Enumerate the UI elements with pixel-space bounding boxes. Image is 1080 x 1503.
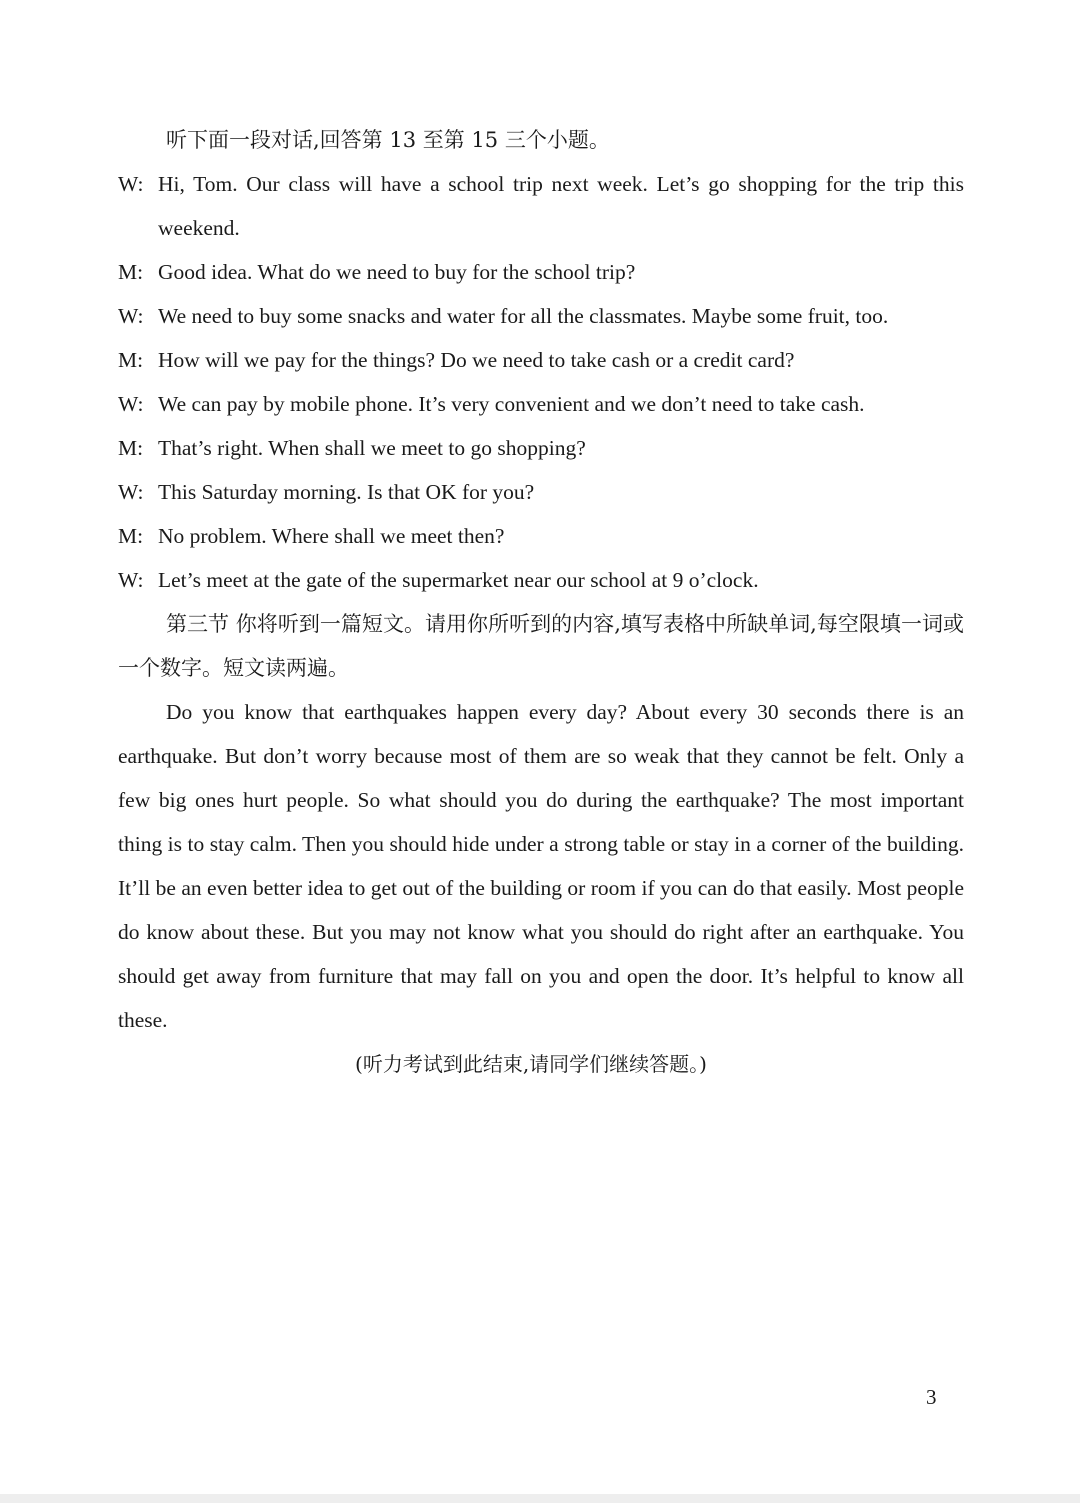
- speaker-label: W:: [118, 172, 144, 196]
- section2-intro: 听下面一段对话,回答第 13 至第 15 三个小题。: [166, 128, 610, 152]
- speaker-label: M:: [118, 260, 144, 284]
- speaker-label: M:: [118, 348, 144, 372]
- section3-instructions: 第三节 你将听到一篇短文。请用你所听到的内容,填写表格中所缺单词,每空限填一词或一个数字。短文读两遍。: [118, 612, 964, 680]
- turn-text: This Saturday morning. Is that OK for you?: [158, 480, 535, 504]
- turn-text: We can pay by mobile phone. It’s very convenient and we don’t need to take cash.: [158, 392, 865, 416]
- page-number: 3: [926, 1385, 937, 1409]
- dialogue-turn: [118, 426, 964, 470]
- speaker-label: W:: [118, 480, 144, 504]
- dialogue-turn: [118, 514, 964, 558]
- speaker-label: W:: [118, 568, 144, 592]
- page-bottom-edge: [0, 1494, 1080, 1503]
- dialogue-turn: [118, 294, 964, 338]
- turn-text: How will we pay for the things? Do we need to take cash or a credit card?: [158, 348, 795, 372]
- turn-text: No problem. Where shall we meet then?: [158, 524, 505, 548]
- turn-text: We need to buy some snacks and water for all the classmates. Maybe some fruit, too.: [158, 304, 889, 328]
- turn-text: Good idea. What do we need to buy for the school trip?: [158, 260, 636, 284]
- dialogue-turn: [118, 470, 964, 514]
- speaker-label: M:: [118, 436, 144, 460]
- dialogue-turn: [118, 382, 964, 426]
- page-content: [118, 118, 964, 1086]
- speaker-label: W:: [118, 392, 144, 416]
- dialogue-turn: [118, 250, 964, 294]
- turn-text: Hi, Tom. Our class will have a school trip next week. Let’s go shopping for the trip this weekend.: [158, 172, 964, 240]
- dialogue: [118, 162, 964, 602]
- turn-text: That’s right. When shall we meet to go shopping?: [158, 436, 586, 460]
- listening-passage: Do you know that earthquakes happen every day? About every 30 seconds there is an earthquake. But don’t worry because most of them are so weak that they cannot be felt. Only a few big ones hurt people. So what should you do during the earthquake? The most important thing is to stay calm. Then you should hide under a strong table or stay in a corner of the building. It’ll be an even better idea to get out of the building or room if you can do that easily. Most people do know about these. But you may not know what you should do right after an earthquake. You should get away from furniture that may fall on you and open the door. It’s helpful to know all these.: [118, 700, 964, 1032]
- listening-end-note: (听力考试到此结束,请同学们继续答题。): [355, 1052, 707, 1076]
- turn-text: Let’s meet at the gate of the supermarket near our school at 9 o’clock.: [158, 568, 759, 592]
- speaker-label: W:: [118, 304, 144, 328]
- dialogue-turn: [118, 162, 964, 250]
- speaker-label: M:: [118, 524, 144, 548]
- dialogue-turn: [118, 338, 964, 382]
- dialogue-turn: [118, 558, 964, 602]
